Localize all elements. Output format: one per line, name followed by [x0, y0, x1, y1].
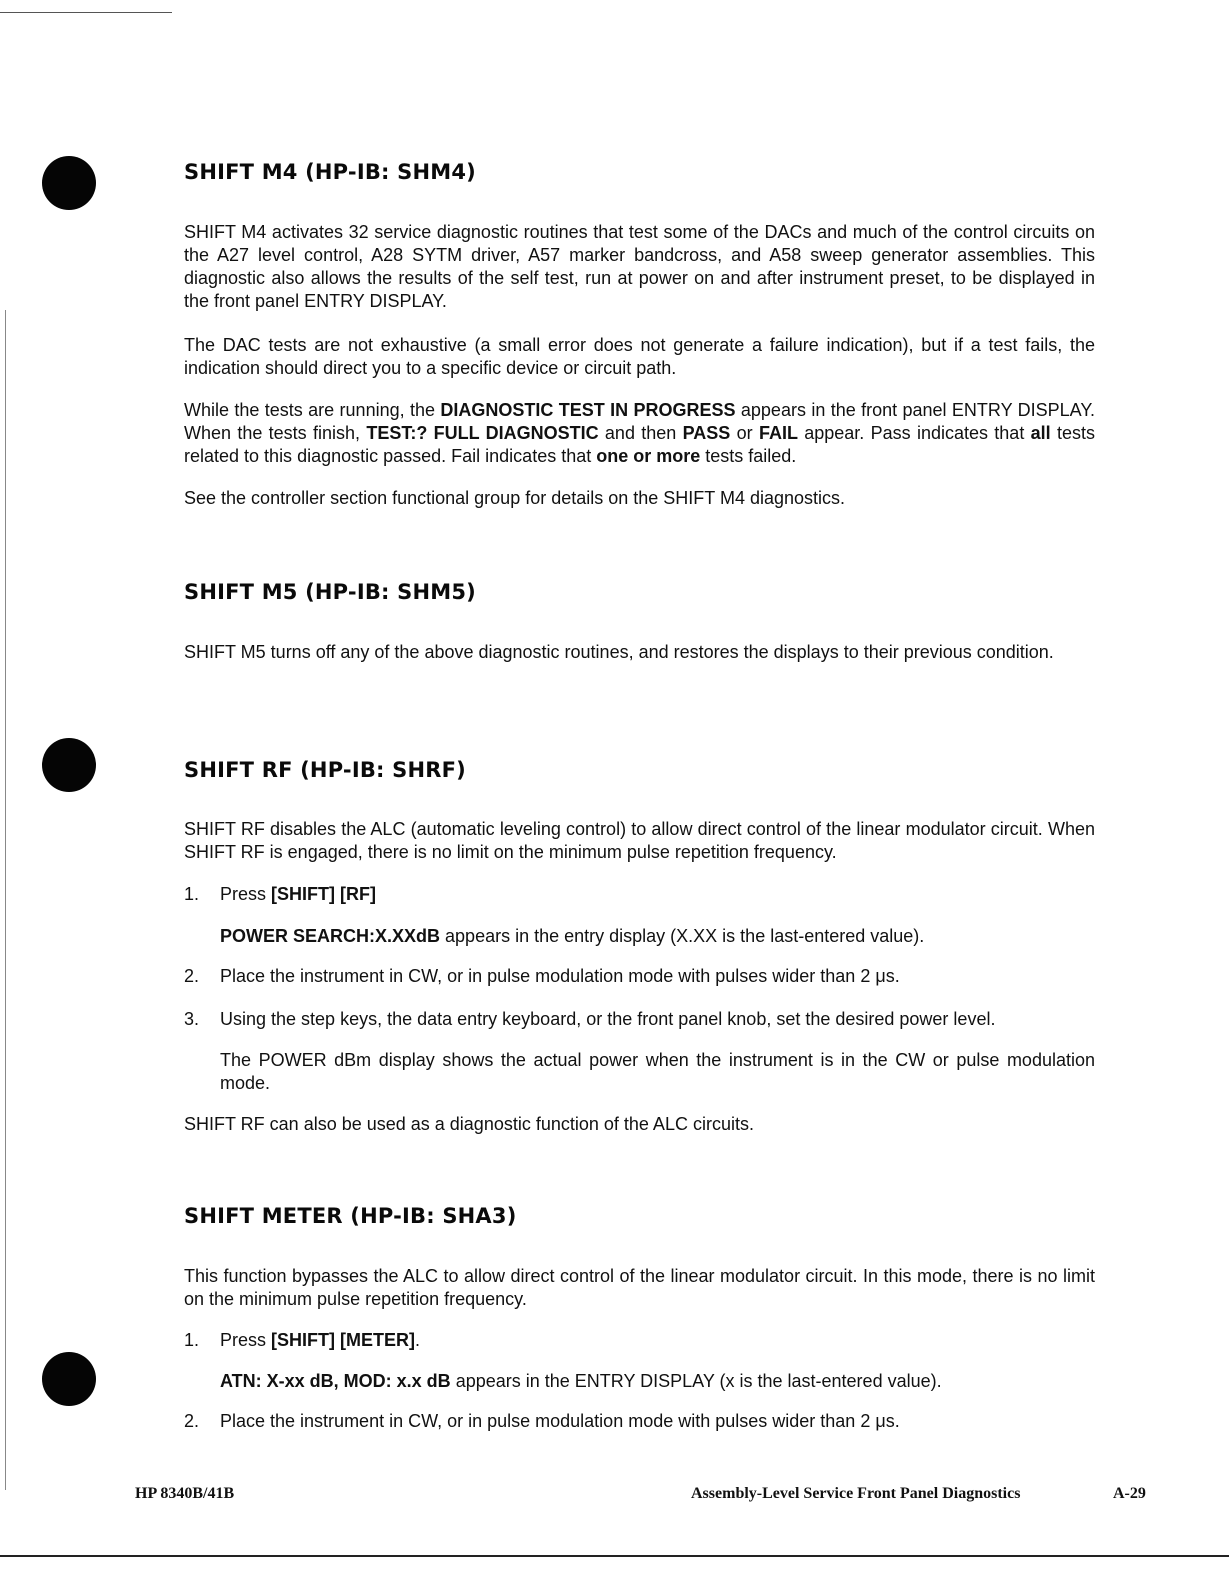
- list-number: 3.: [184, 1009, 200, 1029]
- punch-hole-3: [42, 1352, 96, 1406]
- list-number: 2.: [184, 1411, 200, 1431]
- punch-hole-1: [42, 156, 96, 210]
- heading-shift-m4: SHIFT M4 (HP-IB: SHM4): [184, 160, 476, 184]
- list-number: 1.: [184, 884, 200, 904]
- list-number: 2.: [184, 966, 200, 986]
- rf-step-1: 1. Press [SHIFT] [RF]: [184, 884, 376, 904]
- m5-paragraph-1: SHIFT M5 turns off any of the above diagnostic routines, and restores the displays to their previous condition.: [184, 642, 1054, 662]
- footer-page-number: A-29: [1113, 1485, 1146, 1502]
- left-margin-rule: [5, 310, 6, 1490]
- list-number: 1.: [184, 1330, 200, 1350]
- m4-paragraph-2: The DAC tests are not exhaustive (a small error does not generate a failure indication), but if a test fails, the indication should direct you to a specific device or circuit path.: [184, 335, 1095, 378]
- heading-shift-m5: SHIFT M5 (HP-IB: SHM5): [184, 580, 476, 604]
- meter-step-1-note: ATN: X-xx dB, MOD: x.x dB appears in the ENTRY DISPLAY (x is the last-entered value).: [220, 1371, 942, 1391]
- heading-shift-rf: SHIFT RF (HP-IB: SHRF): [184, 758, 466, 782]
- bottom-rule: [0, 1555, 1229, 1557]
- rf-paragraph-2: SHIFT RF can also be used as a diagnostic function of the ALC circuits.: [184, 1114, 754, 1134]
- rf-paragraph-1: SHIFT RF disables the ALC (automatic leveling control) to allow direct control of the linear modulator circuit. When SHIFT RF is engaged, there is no limit on the minimum pulse repetition frequency.: [184, 819, 1095, 862]
- rf-step-3-note: The POWER dBm display shows the actual power when the instrument is in the CW or pulse modulation mode.: [220, 1050, 1095, 1093]
- m4-paragraph-1: SHIFT M4 activates 32 service diagnostic routines that test some of the DACs and much of the control circuits on the A27 level control, A28 SYTM driver, A57 marker bandcross, and A58 sweep generator assemblies. This diagnostic also allows the results of the self test, run at power on and after instrument preset, to be displayed in the front panel ENTRY DISPLAY.: [184, 222, 1095, 311]
- footer-model: HP 8340B/41B: [135, 1485, 235, 1502]
- heading-shift-meter: SHIFT METER (HP-IB: SHA3): [184, 1204, 517, 1228]
- m4-paragraph-4: See the controller section functional group for details on the SHIFT M4 diagnostics.: [184, 488, 846, 508]
- top-rule: [0, 12, 172, 13]
- meter-paragraph-1: This function bypasses the ALC to allow direct control of the linear modulator circuit. In this mode, there is no limit on the minimum pulse repetition frequency.: [184, 1266, 1095, 1309]
- rf-step-3: 3. Using the step keys, the data entry keyboard, or the front panel knob, set the desired power level.: [184, 1009, 996, 1029]
- rf-step-1-note: POWER SEARCH:X.XXdB appears in the entry display (X.XX is the last-entered value).: [220, 926, 925, 946]
- footer-section-title: Assembly-Level Service Front Panel Diagnostics: [691, 1485, 1021, 1502]
- rf-step-2: 2. Place the instrument in CW, or in pulse modulation mode with pulses wider than 2 μs.: [184, 966, 900, 986]
- punch-hole-2: [42, 738, 96, 792]
- m4-paragraph-3: While the tests are running, the DIAGNOSTIC TEST IN PROGRESS appears in the front panel ENTRY DISPLAY. When the tests finish, TEST:? FULL DIAGNOSTIC and then PASS or FAIL appear. Pass indicates that all tests related to this diagnostic passed. Fail indicates that one or more tests failed.: [184, 400, 1096, 466]
- meter-step-1: 1. Press [SHIFT] [METER].: [184, 1330, 421, 1350]
- meter-step-2: 2. Place the instrument in CW, or in pulse modulation mode with pulses wider than 2 μs.: [184, 1411, 900, 1431]
